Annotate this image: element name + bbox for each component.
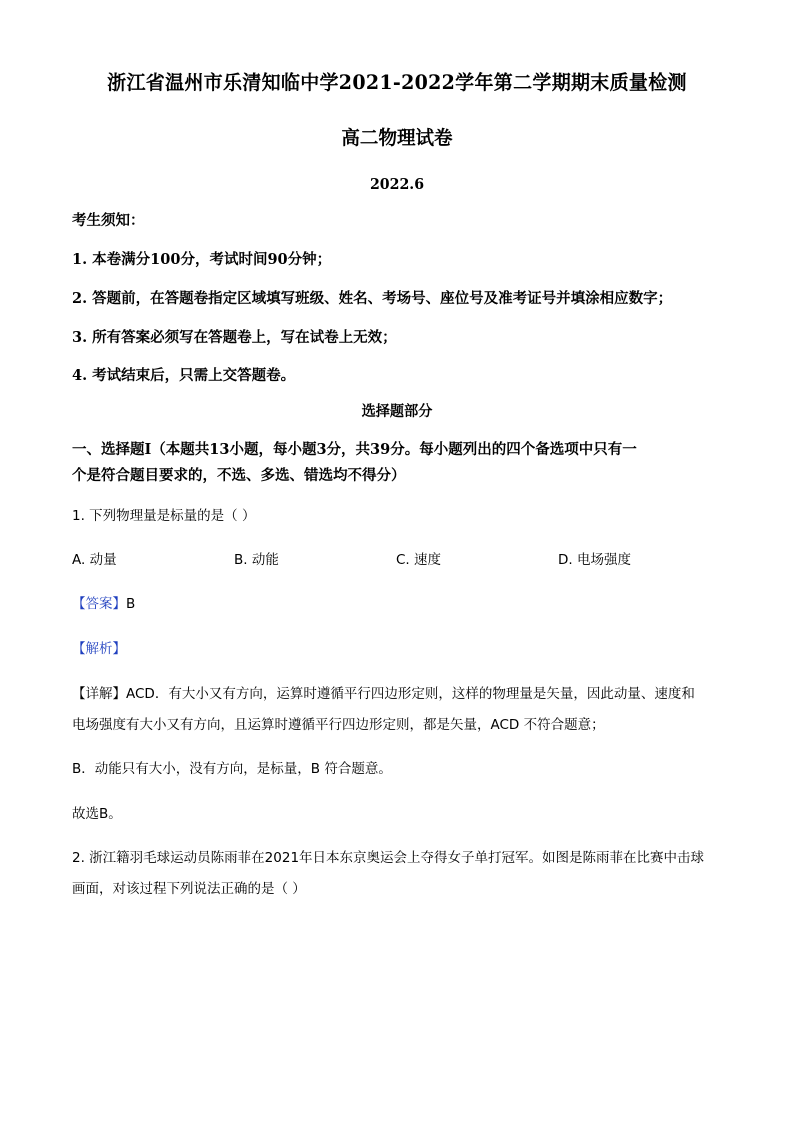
question-1-analysis bbox=[72, 639, 126, 659]
question-1-detail-line3: B．动能只有大小，没有方向，是标量，B 符合题意。 bbox=[72, 761, 392, 777]
section-title: 选择题部分 bbox=[361, 403, 433, 420]
question-1-detail-line2: 电场强度有大小又有方向，且运算时遵循平行四边形定则，都是矢量，ACD 不符合题意； bbox=[72, 717, 605, 733]
question-1-option-b: B. 动能 bbox=[234, 552, 279, 568]
question-2-stem-line1: 2. 浙江籍羽毛球运动员陈雨菲在2021年日本东京奥运会上夺得女子单打冠军。如图是陈雨菲在比赛中击球 bbox=[72, 850, 705, 866]
notice-item: 2. 答题前，在答题卷指定区域填写班级、姓名、考场号、座位号及准考证号并填涂相应数字； bbox=[72, 290, 673, 307]
question-2-stem-line2: 画面，对该过程下列说法正确的是（ ） bbox=[72, 881, 306, 897]
detail-text: ACD．有大小又有方向，运算时遵循平行四边形定则，这样的物理量是矢量，因此动量、速度和 bbox=[126, 686, 695, 702]
part-instructions-line1: 一、选择题Ⅰ（本题共13小题，每小题3分，共39分。每小题列出的四个备选项中只有一 bbox=[72, 441, 637, 458]
question-1-option-c: C. 速度 bbox=[396, 552, 442, 568]
detail-label: 【详解】 bbox=[72, 686, 126, 702]
question-1-option-a: A. 动量 bbox=[72, 552, 117, 568]
question-1-option-d: D. 电场强度 bbox=[558, 552, 631, 568]
question-1-answer bbox=[72, 594, 135, 614]
question-1-conclusion: 故选B。 bbox=[72, 806, 122, 822]
notice-item: 4. 考试结束后，只需上交答题卷。 bbox=[72, 367, 296, 384]
exam-date: 2022.6 bbox=[369, 176, 425, 193]
exam-title: 浙江省温州市乐清知临中学2021-2022学年第二学期期末质量检测 bbox=[107, 71, 687, 94]
question-1-stem: 1. 下列物理量是标量的是（ ） bbox=[72, 508, 256, 524]
answer-value: B bbox=[126, 596, 136, 612]
question-1-detail-line1 bbox=[72, 684, 695, 704]
notice-heading: 考生须知： bbox=[72, 212, 145, 229]
notice-item: 1. 本卷满分100分，考试时间90分钟； bbox=[72, 251, 332, 268]
notice-item: 3. 所有答案必须写在答题卷上，写在试卷上无效； bbox=[72, 329, 397, 346]
exam-subtitle: 高二物理试卷 bbox=[341, 127, 453, 149]
analysis-label: 【解析】 bbox=[72, 641, 126, 657]
part-instructions-line2: 个是符合题目要求的，不选、多选、错选均不得分） bbox=[72, 467, 406, 484]
answer-label: 【答案】 bbox=[72, 596, 126, 612]
